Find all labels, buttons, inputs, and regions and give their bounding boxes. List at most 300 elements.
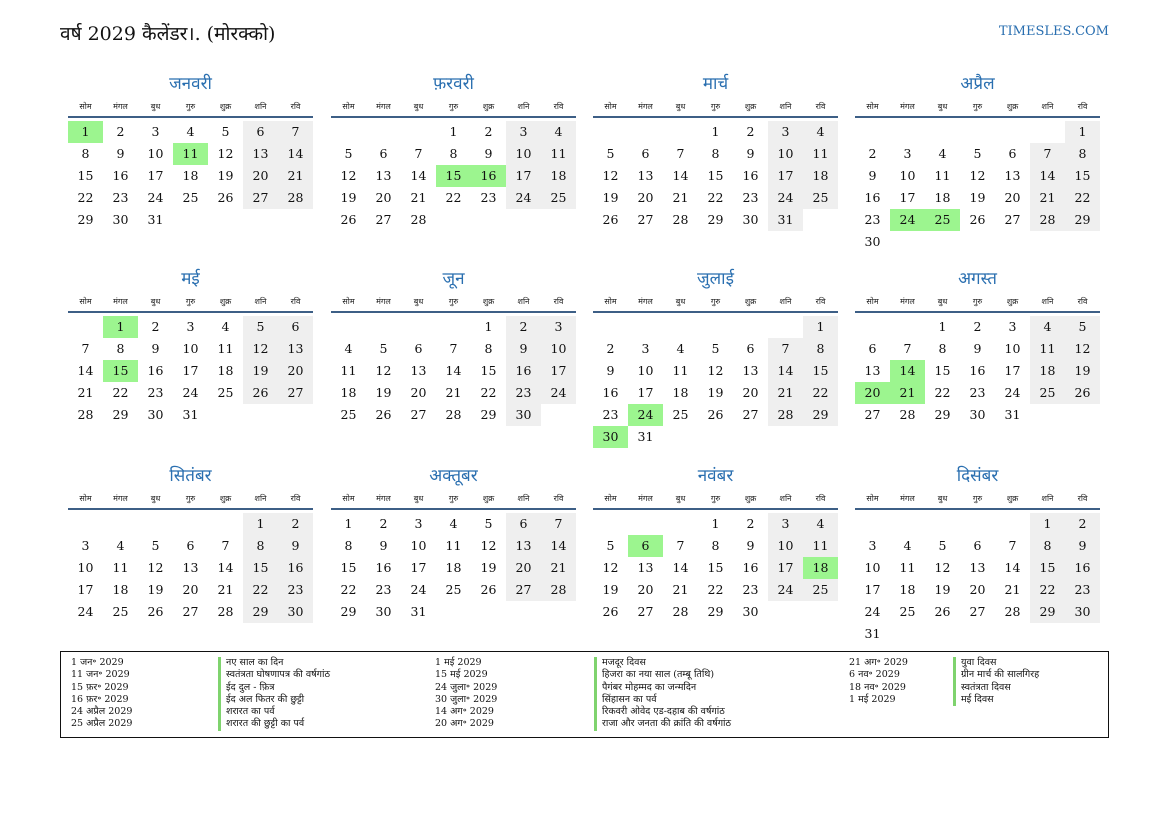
day-cell: 28 [541, 579, 576, 601]
weekday-label: बुध [937, 494, 948, 503]
day-cell: 27 [278, 382, 313, 404]
weekday-label: रवि [1077, 102, 1088, 111]
weekday-header [331, 293, 576, 313]
day-cell: 19 [375, 385, 392, 400]
day-cell: 27 [182, 604, 199, 619]
day-cell: 26 [480, 582, 497, 597]
day-cell: 22 [445, 190, 462, 205]
weekday-label: शुक्र [1006, 494, 1019, 503]
day-cell: 7 [449, 341, 458, 356]
day-cell: 7 [676, 146, 685, 161]
day-cell: 22 [707, 190, 724, 205]
holiday-day-cell: 14 [890, 360, 925, 382]
day-cell: 25 [182, 190, 199, 205]
day-cell: 27 [375, 212, 392, 227]
day-cell: 20 [278, 360, 313, 382]
day-cell: 21 [1004, 582, 1021, 597]
holiday-name: ग्रीन मार्च की सालगिरह [953, 669, 1039, 681]
month-calendar [331, 72, 576, 274]
day-cell: 19 [602, 582, 619, 597]
day-cell: 28 [77, 407, 94, 422]
day-cell: 25 [803, 187, 838, 209]
day-cell: 1 [484, 319, 493, 334]
day-cell: 12 [217, 146, 234, 161]
weekday-label: बुध [675, 494, 686, 503]
day-cell: 4 [938, 146, 947, 161]
day-cell: 16 [602, 385, 619, 400]
holiday-day-cell: 24 [890, 209, 925, 231]
weekday-label: सोम [342, 102, 355, 111]
day-cell: 10 [541, 338, 576, 360]
day-cell: 30 [112, 212, 129, 227]
holiday-name: मई दिवस [953, 694, 1039, 706]
day-cell: 8 [344, 538, 353, 553]
day-cell: 2 [151, 319, 160, 334]
weekday-label: सोम [79, 102, 92, 111]
day-cell: 2 [379, 516, 388, 531]
day-cell: 26 [375, 407, 392, 422]
day-cell: 12 [602, 560, 619, 575]
day-cell: 23 [864, 212, 881, 227]
day-cell: 29 [243, 601, 278, 623]
weekday-label: गुरु [448, 494, 459, 503]
weekday-label: बुध [937, 102, 948, 111]
day-cell: 3 [414, 516, 423, 531]
day-cell: 13 [410, 363, 427, 378]
month-name: दिसंबर [956, 466, 999, 486]
day-cell: 25 [217, 385, 234, 400]
day-cell: 3 [151, 124, 160, 139]
day-cell: 7 [221, 538, 230, 553]
day-cell: 30 [969, 407, 986, 422]
weekday-label: गुरु [972, 494, 983, 503]
weekday-label: गुरु [185, 494, 196, 503]
day-cell: 2 [484, 124, 493, 139]
holiday-date: 18 नव॰ 2029 [849, 681, 906, 693]
weekday-label: रवि [290, 102, 301, 111]
day-cell: 3 [1008, 319, 1017, 334]
day-cell: 7 [903, 341, 912, 356]
day-cell: 6 [414, 341, 423, 356]
day-cell: 12 [602, 168, 619, 183]
day-cell: 8 [484, 341, 493, 356]
day-cell: 15 [243, 557, 278, 579]
holiday-name: शरारत की छुट्टी का पर्व [218, 718, 330, 730]
holiday-name: ईद अल फितर की छुट्टी [218, 694, 330, 706]
day-cell: 12 [934, 560, 951, 575]
day-cell: 15 [707, 560, 724, 575]
weekday-header [593, 490, 838, 510]
holiday-name: शरारत का पर्व [218, 706, 330, 718]
weekday-label: बुध [413, 297, 424, 306]
weekday-header [855, 98, 1100, 118]
weekday-label: मंगल [900, 297, 915, 306]
day-cell: 11 [899, 560, 916, 575]
day-cell: 3 [903, 146, 912, 161]
day-cell: 28 [672, 212, 689, 227]
day-cell: 13 [637, 168, 654, 183]
weekday-label: गुरु [972, 297, 983, 306]
day-cell: 25 [1030, 382, 1065, 404]
day-cell: 19 [340, 190, 357, 205]
holiday-date: 1 जन॰ 2029 [71, 657, 124, 668]
holiday-name: युवा दिवस [953, 657, 1039, 669]
day-cell: 4 [221, 319, 230, 334]
day-cell: 6 [868, 341, 877, 356]
day-cell: 26 [243, 382, 278, 404]
day-cell: 21 [768, 382, 803, 404]
weekday-label: शनि [517, 297, 530, 306]
weekday-label: सोम [604, 494, 617, 503]
day-cell: 30 [278, 601, 313, 623]
holiday-names-col-1 [218, 657, 330, 731]
day-cell: 17 [541, 360, 576, 382]
day-cell: 23 [602, 407, 619, 422]
day-cell: 1 [803, 316, 838, 338]
day-cell: 27 [969, 604, 986, 619]
day-cell: 2 [606, 341, 615, 356]
day-cell: 21 [410, 190, 427, 205]
day-cell: 3 [768, 121, 803, 143]
day-cell: 10 [506, 143, 541, 165]
day-cell: 20 [969, 582, 986, 597]
day-cell: 14 [445, 363, 462, 378]
day-cell: 2 [973, 319, 982, 334]
month-calendar [68, 72, 313, 274]
holiday-day-cell: 15 [103, 360, 138, 382]
site-brand-link[interactable]: TIMESLES.COM [998, 24, 1109, 39]
day-cell: 26 [602, 212, 619, 227]
day-cell: 1 [344, 516, 353, 531]
day-cell: 5 [243, 316, 278, 338]
day-cell: 13 [506, 535, 541, 557]
day-grid [593, 510, 838, 666]
day-cell: 9 [868, 168, 877, 183]
day-cell: 10 [899, 168, 916, 183]
holiday-date: 11 जन॰ 2029 [71, 669, 130, 681]
day-cell: 19 [147, 582, 164, 597]
day-cell: 21 [541, 557, 576, 579]
weekday-label: शुक्र [744, 102, 757, 111]
day-cell: 27 [1004, 212, 1021, 227]
month-calendar [593, 464, 838, 666]
weekday-label: रवि [553, 102, 564, 111]
month-name: जून [442, 269, 465, 289]
day-cell: 20 [742, 385, 759, 400]
day-cell: 27 [410, 407, 427, 422]
day-cell: 8 [116, 341, 125, 356]
day-cell: 5 [606, 538, 615, 553]
day-cell: 21 [672, 190, 689, 205]
day-cell: 2 [746, 124, 755, 139]
holiday-names-col-2 [594, 657, 731, 731]
day-cell: 24 [1004, 385, 1021, 400]
weekday-label: गुरु [710, 494, 721, 503]
day-cell: 27 [637, 212, 654, 227]
day-cell: 14 [278, 143, 313, 165]
weekday-header [331, 98, 576, 118]
weekday-label: शुक्र [219, 494, 232, 503]
day-cell: 19 [969, 190, 986, 205]
month-calendar [331, 267, 576, 469]
day-cell: 15 [77, 168, 94, 183]
day-cell: 18 [112, 582, 129, 597]
day-cell: 15 [707, 168, 724, 183]
weekday-label: सोम [342, 297, 355, 306]
weekday-header [68, 293, 313, 313]
day-cell: 17 [182, 363, 199, 378]
day-cell: 26 [340, 212, 357, 227]
day-cell: 3 [868, 538, 877, 553]
weekday-label: सोम [79, 297, 92, 306]
day-cell: 6 [641, 146, 650, 161]
weekday-label: मंगल [638, 297, 653, 306]
holiday-date: 24 अप्रैल 2029 [71, 706, 133, 718]
holiday-day-cell: 1 [68, 121, 103, 143]
day-cell: 15 [340, 560, 357, 575]
day-cell: 19 [602, 190, 619, 205]
day-cell: 17 [768, 557, 803, 579]
day-cell: 27 [506, 579, 541, 601]
day-cell: 7 [81, 341, 90, 356]
day-cell: 5 [1065, 316, 1100, 338]
day-cell: 5 [484, 516, 493, 531]
day-cell: 12 [375, 363, 392, 378]
day-cell: 29 [77, 212, 94, 227]
day-cell: 19 [707, 385, 724, 400]
day-cell: 29 [112, 407, 129, 422]
day-cell: 4 [903, 538, 912, 553]
weekday-label: गुरु [972, 102, 983, 111]
day-cell: 8 [449, 146, 458, 161]
day-cell: 13 [182, 560, 199, 575]
day-cell: 6 [746, 341, 755, 356]
month-calendar [593, 267, 838, 469]
weekday-label: रवि [1077, 297, 1088, 306]
day-cell: 9 [379, 538, 388, 553]
day-cell: 9 [973, 341, 982, 356]
weekday-label: बुध [675, 102, 686, 111]
day-cell: 24 [77, 604, 94, 619]
day-cell: 5 [379, 341, 388, 356]
day-cell: 14 [672, 560, 689, 575]
page-title: वर्ष 2029 कैलेंडर।. (मोरक्को) [60, 23, 276, 45]
day-cell: 21 [672, 582, 689, 597]
month-calendar [855, 267, 1100, 469]
holiday-name: स्वतंत्रता घोषणापत्र की वर्षगांठ [218, 669, 330, 681]
day-cell: 3 [541, 316, 576, 338]
day-cell: 11 [934, 168, 951, 183]
weekday-label: मंगल [638, 102, 653, 111]
weekday-label: गुरु [185, 102, 196, 111]
day-cell: 9 [116, 146, 125, 161]
day-cell: 16 [969, 363, 986, 378]
day-cell: 6 [278, 316, 313, 338]
month-calendar [68, 464, 313, 666]
day-cell: 18 [445, 560, 462, 575]
day-cell: 21 [278, 165, 313, 187]
day-cell: 11 [445, 538, 462, 553]
holiday-date: 15 मई 2029 [435, 669, 488, 681]
weekday-label: रवि [553, 494, 564, 503]
day-cell: 5 [938, 538, 947, 553]
day-cell: 18 [899, 582, 916, 597]
holiday-day-cell: 1 [103, 316, 138, 338]
day-cell: 4 [186, 124, 195, 139]
day-cell: 8 [81, 146, 90, 161]
day-grid [331, 118, 576, 274]
day-cell: 29 [707, 212, 724, 227]
day-cell: 10 [147, 146, 164, 161]
day-cell: 1 [711, 516, 720, 531]
day-grid [331, 313, 576, 469]
day-cell: 16 [1065, 557, 1100, 579]
day-cell: 8 [243, 535, 278, 557]
day-cell: 15 [934, 363, 951, 378]
day-cell: 4 [344, 341, 353, 356]
day-cell: 9 [484, 146, 493, 161]
day-grid [855, 118, 1100, 274]
holiday-name: हिजरा का नया साल (तम्बू तिथि) [594, 669, 731, 681]
weekday-label: सोम [866, 494, 879, 503]
day-cell: 11 [1030, 338, 1065, 360]
holiday-day-cell: 11 [173, 143, 208, 165]
day-cell: 26 [217, 190, 234, 205]
day-cell: 17 [637, 385, 654, 400]
day-cell: 28 [672, 604, 689, 619]
day-cell: 9 [278, 535, 313, 557]
weekday-label: मंगल [376, 102, 391, 111]
day-cell: 24 [147, 190, 164, 205]
day-cell: 14 [410, 168, 427, 183]
day-cell: 16 [742, 168, 759, 183]
day-cell: 13 [864, 363, 881, 378]
day-cell: 15 [1065, 165, 1100, 187]
day-cell: 19 [934, 582, 951, 597]
day-cell: 10 [77, 560, 94, 575]
holiday-day-cell: 20 [855, 382, 890, 404]
month-name: अप्रैल [960, 74, 995, 94]
day-grid [593, 118, 838, 274]
day-cell: 1 [938, 319, 947, 334]
weekday-label: मंगल [900, 494, 915, 503]
day-cell: 24 [182, 385, 199, 400]
day-cell: 20 [182, 582, 199, 597]
day-cell: 7 [414, 146, 423, 161]
day-cell: 23 [742, 190, 759, 205]
day-cell: 19 [480, 560, 497, 575]
month-calendar [68, 267, 313, 469]
day-cell: 20 [506, 557, 541, 579]
day-grid [68, 313, 313, 469]
day-cell: 4 [676, 341, 685, 356]
holiday-name: नए साल का दिन [218, 657, 330, 669]
day-cell: 7 [278, 121, 313, 143]
day-cell: 31 [410, 604, 427, 619]
day-cell: 7 [676, 538, 685, 553]
day-cell: 20 [1004, 190, 1021, 205]
weekday-header [855, 490, 1100, 510]
holiday-name: पैगंबर मोहम्मद का जन्मदिन [594, 682, 731, 694]
day-cell: 24 [410, 582, 427, 597]
day-cell: 2 [746, 516, 755, 531]
day-cell: 6 [973, 538, 982, 553]
day-cell: 22 [112, 385, 129, 400]
day-cell: 30 [1065, 601, 1100, 623]
day-cell: 17 [410, 560, 427, 575]
day-cell: 4 [541, 121, 576, 143]
day-cell: 31 [147, 212, 164, 227]
day-cell: 13 [742, 363, 759, 378]
day-cell: 10 [182, 341, 199, 356]
day-cell: 16 [742, 560, 759, 575]
day-cell: 14 [1004, 560, 1021, 575]
day-grid [331, 510, 576, 666]
day-cell: 8 [711, 538, 720, 553]
day-cell: 4 [449, 516, 458, 531]
day-cell: 14 [1030, 165, 1065, 187]
weekday-label: सोम [604, 297, 617, 306]
month-name: मई [181, 269, 200, 289]
day-cell: 8 [711, 146, 720, 161]
day-cell: 19 [217, 168, 234, 183]
month-name: जनवरी [169, 74, 212, 94]
day-cell: 22 [934, 385, 951, 400]
weekday-header [855, 293, 1100, 313]
day-grid [855, 510, 1100, 666]
day-cell: 17 [768, 165, 803, 187]
day-cell: 28 [1030, 209, 1065, 231]
day-cell: 8 [1065, 143, 1100, 165]
day-cell: 5 [606, 146, 615, 161]
day-cell: 3 [81, 538, 90, 553]
day-cell: 22 [1065, 187, 1100, 209]
day-cell: 28 [445, 407, 462, 422]
day-cell: 21 [1030, 187, 1065, 209]
holiday-date: 16 फ़र॰ 2029 [71, 693, 129, 705]
day-cell: 10 [1004, 341, 1021, 356]
day-cell: 1 [449, 124, 458, 139]
day-cell: 17 [77, 582, 94, 597]
day-cell: 10 [768, 535, 803, 557]
day-cell: 7 [1008, 538, 1017, 553]
weekday-label: शनि [1041, 297, 1054, 306]
day-cell: 20 [637, 190, 654, 205]
day-cell: 12 [480, 538, 497, 553]
day-cell: 9 [506, 338, 541, 360]
day-grid [855, 313, 1100, 469]
weekday-label: शुक्र [219, 297, 232, 306]
day-cell: 27 [637, 604, 654, 619]
holiday-dates-col-3 [849, 657, 908, 706]
day-cell: 25 [803, 579, 838, 601]
weekday-label: मंगल [113, 297, 128, 306]
weekday-label: शनि [254, 494, 267, 503]
weekday-label: रवि [1077, 494, 1088, 503]
weekday-label: बुध [937, 297, 948, 306]
day-cell: 2 [868, 146, 877, 161]
day-cell: 31 [768, 209, 803, 231]
day-cell: 5 [973, 146, 982, 161]
day-cell: 4 [803, 513, 838, 535]
day-cell: 1 [243, 513, 278, 535]
day-cell: 15 [803, 360, 838, 382]
holiday-name: सिंहासन का पर्व [594, 694, 731, 706]
day-cell: 23 [480, 190, 497, 205]
day-cell: 6 [186, 538, 195, 553]
day-cell: 29 [1065, 209, 1100, 231]
holiday-day-cell: 6 [628, 535, 663, 557]
